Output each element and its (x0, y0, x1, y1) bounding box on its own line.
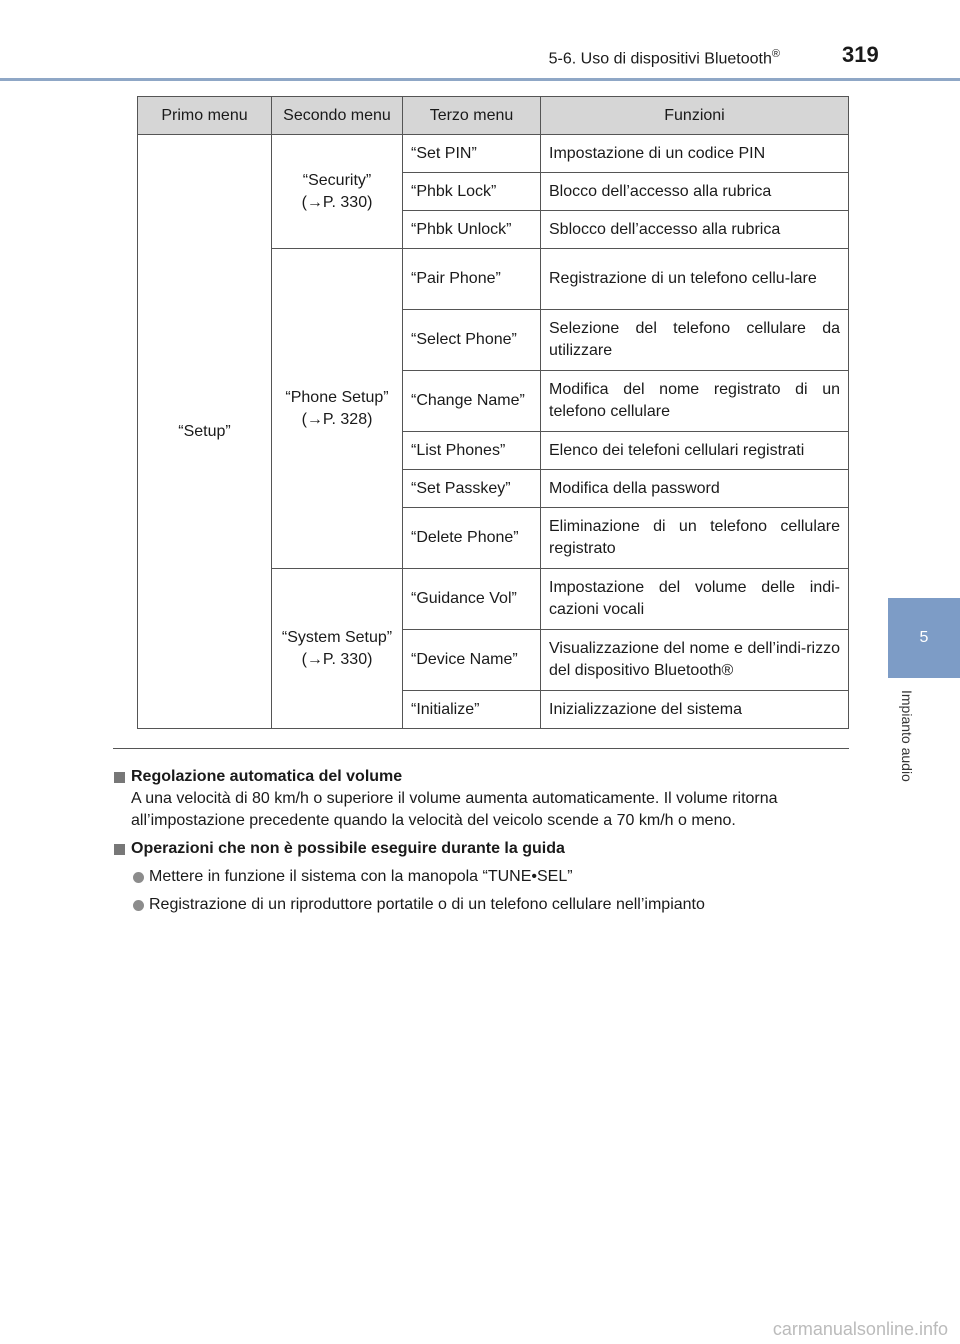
third-menu-cell: “Delete Phone” (403, 508, 541, 569)
note-paragraph: A una velocità di 80 km/h o superiore il volume aumenta automaticamente. Il volume ritorna all’impostazione precedente quando la velocità del veicolo scende a 70 km/h o meno. (131, 790, 778, 829)
page-number: 319 (842, 42, 879, 67)
second-menu-cell: “System Setup” (→P. 330) (272, 569, 403, 729)
function-cell: Eliminazione di un telefono cellulare registrato (541, 508, 849, 569)
col-header: Funzioni (541, 97, 849, 135)
function-cell: Selezione del telefono cellulare da utilizzare (541, 310, 849, 371)
function-cell: Modifica della password (541, 470, 849, 508)
function-cell: Sblocco dell’accesso alla rubrica (541, 211, 849, 249)
third-menu-cell: “Select Phone” (403, 310, 541, 371)
third-menu-cell: “Phbk Lock” (403, 173, 541, 211)
table-row (138, 135, 849, 173)
function-cell: Inizializzazione del sistema (541, 691, 849, 729)
function-cell: Visualizzazione del nome e dell’indi-rizzo del dispositivo Bluetooth® (541, 630, 849, 691)
table-header-row (138, 97, 849, 135)
second-menu-cell: “Phone Setup” (→P. 328) (272, 249, 403, 569)
second-menu-cell: “Security” (→P. 330) (272, 135, 403, 249)
third-menu-cell: “Pair Phone” (403, 249, 541, 310)
col-header: Secondo menu (272, 97, 403, 135)
chapter-label: Impianto audio (899, 690, 915, 782)
chapter-tab[interactable]: 5 (888, 598, 960, 678)
section-divider (113, 748, 849, 749)
bullet-item: Registrazione di un riproduttore portatile o di un telefono cellulare nell’impianto (113, 894, 849, 916)
third-menu-cell: “List Phones” (403, 432, 541, 470)
section-title: 5-6. Uso di dispositivi Bluetooth® (548, 48, 780, 68)
third-menu-cell: “Set Passkey” (403, 470, 541, 508)
bullet-item: Mettere in funzione il sistema con la manopola “TUNE•SEL” (113, 866, 849, 888)
watermark: carmanualsonline.info (772, 1319, 948, 1339)
notes (113, 760, 849, 916)
note-heading: Regolazione automatica del volume (113, 766, 849, 788)
function-cell: Impostazione di un codice PIN (541, 135, 849, 173)
first-menu-cell: “Setup” (138, 135, 272, 729)
function-cell: Impostazione del volume delle indi-cazioni vocali (541, 569, 849, 630)
menu-table (137, 96, 849, 729)
third-menu-cell: “Phbk Unlock” (403, 211, 541, 249)
third-menu-cell: “Change Name” (403, 371, 541, 432)
col-header: Primo menu (138, 97, 272, 135)
third-menu-cell: “Set PIN” (403, 135, 541, 173)
function-cell: Elenco dei telefoni cellulari registrati (541, 432, 849, 470)
third-menu-cell: “Initialize” (403, 691, 541, 729)
third-menu-cell: “Guidance Vol” (403, 569, 541, 630)
function-cell: Modifica del nome registrato di un telefono cellulare (541, 371, 849, 432)
third-menu-cell: “Device Name” (403, 630, 541, 691)
function-cell: Blocco dell’accesso alla rubrica (541, 173, 849, 211)
note-heading: Operazioni che non è possibile eseguire durante la guida (113, 838, 849, 860)
function-cell: Registrazione di un telefono cellu-lare (541, 249, 849, 310)
col-header: Terzo menu (403, 97, 541, 135)
header-rule (0, 78, 960, 81)
